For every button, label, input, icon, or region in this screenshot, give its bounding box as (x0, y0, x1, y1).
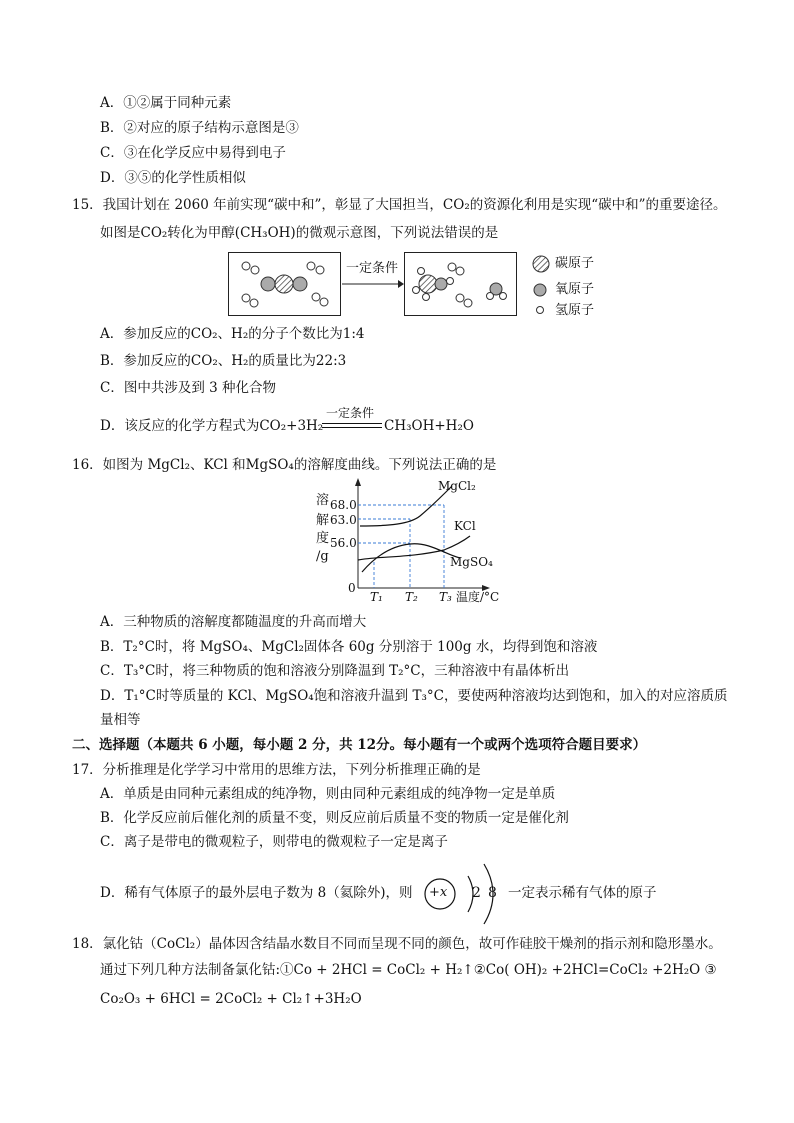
y-label-char-2: 解 (316, 513, 330, 528)
q16-option-a: A．三种物质的溶解度都随温度的升高而增大 (100, 614, 367, 630)
q18-stem-line2: 通过下列几种方法制备氯化钴:①Co + 2HCl = CoCl₂ + H₂↑②Co( OH)₂ +2HCl=CoCl₂ +2H₂O ③ (100, 962, 717, 978)
oxygen-atom-legend-icon (534, 284, 546, 296)
q17-atom-structure-diagram (420, 858, 512, 930)
q18-stem-line3: Co₂O₃ + 6HCl = 2CoCl₂ + Cl₂↑+3H₂O (100, 991, 362, 1007)
h2o-molecule (487, 283, 507, 300)
q15-option-d: D．该反应的化学方程式为CO₂+3H₂ (100, 418, 324, 434)
q17-option-a: A．单质是由同种元素组成的纯净物，则由同种元素组成的纯净物一定是单质 (100, 786, 556, 802)
q16-option-d: D．T₁°C时等质量的 KCl、MgSO₄饱和溶液升温到 T₃°C，要使两种溶液均达到饱和，加入的对应溶质质 (100, 688, 728, 704)
hydrogen-atom-legend-icon (537, 307, 544, 314)
x-tick-t1: T₁ (370, 590, 383, 604)
arrow-condition-label: 一定条件 (346, 261, 399, 276)
h2-molecule-1 (242, 262, 259, 274)
h2-molecule-4 (312, 293, 328, 306)
q16-option-d-cont: 量相等 (100, 712, 141, 728)
q15-equation-double-bar (322, 423, 382, 428)
q15-stem-line2: 如图是CO₂转化为甲醇(CH₃OH)的微观示意图，下列说法错误的是 (100, 225, 499, 241)
carbon-atom-legend-icon (533, 256, 549, 272)
q17-option-c: C．离子是带电的微观粒子，则带电的微观粒子一定是离子 (100, 834, 448, 850)
q15-option-a: A．参加反应的CO₂、H₂的分子个数比为1:4 (100, 326, 365, 342)
legend-carbon-label: 碳原子 (555, 256, 595, 271)
x-tick-t2: T₂ (405, 590, 418, 604)
q16-solubility-chart (310, 476, 520, 608)
q15-stem-line1: 15．我国计划在 2060 年前实现“碳中和”，彰显了大国担当，CO₂的资源化利用是实现“碳中和”的重要途径。 (72, 197, 727, 213)
mgso4-label: MgSO₄ (450, 555, 493, 569)
origin-label: 0 (348, 581, 356, 595)
y-tick-68: 68.0 (330, 498, 357, 512)
q16-option-b: B．T₂°C时，将 MgSO₄、MgCl₂固体各 60g 分别溶于 100g 水，均得到饱和溶液 (100, 639, 598, 655)
q16-option-c: C．T₃°C时，将三种物质的饱和溶液分别降温到 T₂°C，三种溶液中有晶体析出 (100, 663, 570, 679)
q15-diagram-svg (228, 252, 608, 318)
q14-option-c: C．③在化学反应中易得到电子 (100, 145, 286, 161)
h2-molecule-6 (456, 294, 472, 307)
q17-option-d: D．稀有气体原子的最外层电子数为 8（氦除外)，则 (100, 885, 413, 901)
q14-option-d: D．③⑤的化学性质相似 (100, 170, 246, 186)
x-tick-t3: T₃ (439, 590, 452, 604)
q14-option-a: A．①②属于同种元素 (100, 95, 232, 111)
legend-oxygen-label: 氧原子 (555, 282, 595, 297)
shell-1-electrons: 2 (472, 885, 481, 901)
q17-option-d-tail: 一定表示稀有气体的原子 (508, 885, 657, 901)
q17-stem: 17．分析推理是化学学习中常用的思维方法，下列分析推理正确的是 (72, 762, 481, 778)
q14-option-b: B．②对应的原子结构示意图是③ (100, 120, 299, 136)
h2-molecule-5 (448, 263, 464, 275)
y-tick-63: 63.0 (330, 513, 357, 527)
nucleus-charge: +x (429, 885, 448, 900)
co2-molecule (261, 275, 307, 293)
q16-stem: 16．如图为 MgCl₂、KCl 和MgSO₄的溶解度曲线。下列说法正确的是 (72, 457, 497, 473)
y-label-unit: /g (316, 549, 329, 564)
y-label-char-1: 溶 (316, 493, 330, 508)
q15-equation-products: CH₃OH+H₂O (384, 418, 474, 434)
y-label-char-3: 度 (316, 531, 330, 546)
mgcl2-label: MgCl₂ (438, 479, 476, 493)
q15-molecule-diagram (228, 252, 608, 318)
kcl-label: KCl (454, 519, 476, 533)
x-axis-label: 温度/°C (456, 590, 500, 604)
ch3oh-molecule (413, 268, 454, 301)
legend-hydrogen-label: 氢原子 (555, 303, 595, 318)
q15-option-c: C．图中共涉及到 3 种化合物 (100, 380, 277, 396)
h2-molecule-3 (242, 294, 258, 307)
y-tick-56: 56.0 (330, 536, 357, 550)
q15-option-b: B．参加反应的CO₂、H₂的质量比为22:3 (100, 353, 347, 369)
section-2-heading: 二、选择题（本题共 6 小题，每小题 2 分，共 12分。每小题有一个或两个选项符合题目要求） (72, 737, 647, 753)
q15-equation-condition: 一定条件 (326, 406, 375, 420)
q18-stem-line1: 18．氯化钴（CoCl₂）晶体因含结晶水数目不同而呈现不同的颜色，故可作硅胶干燥剂的指示剂和隐形墨水。 (72, 936, 722, 952)
q17-option-b: B．化学反应前后催化剂的质量不变，则反应前后质量不变的物质一定是催化剂 (100, 810, 569, 826)
h2-molecule-2 (307, 262, 324, 274)
shell-2-electrons: 8 (488, 885, 497, 901)
